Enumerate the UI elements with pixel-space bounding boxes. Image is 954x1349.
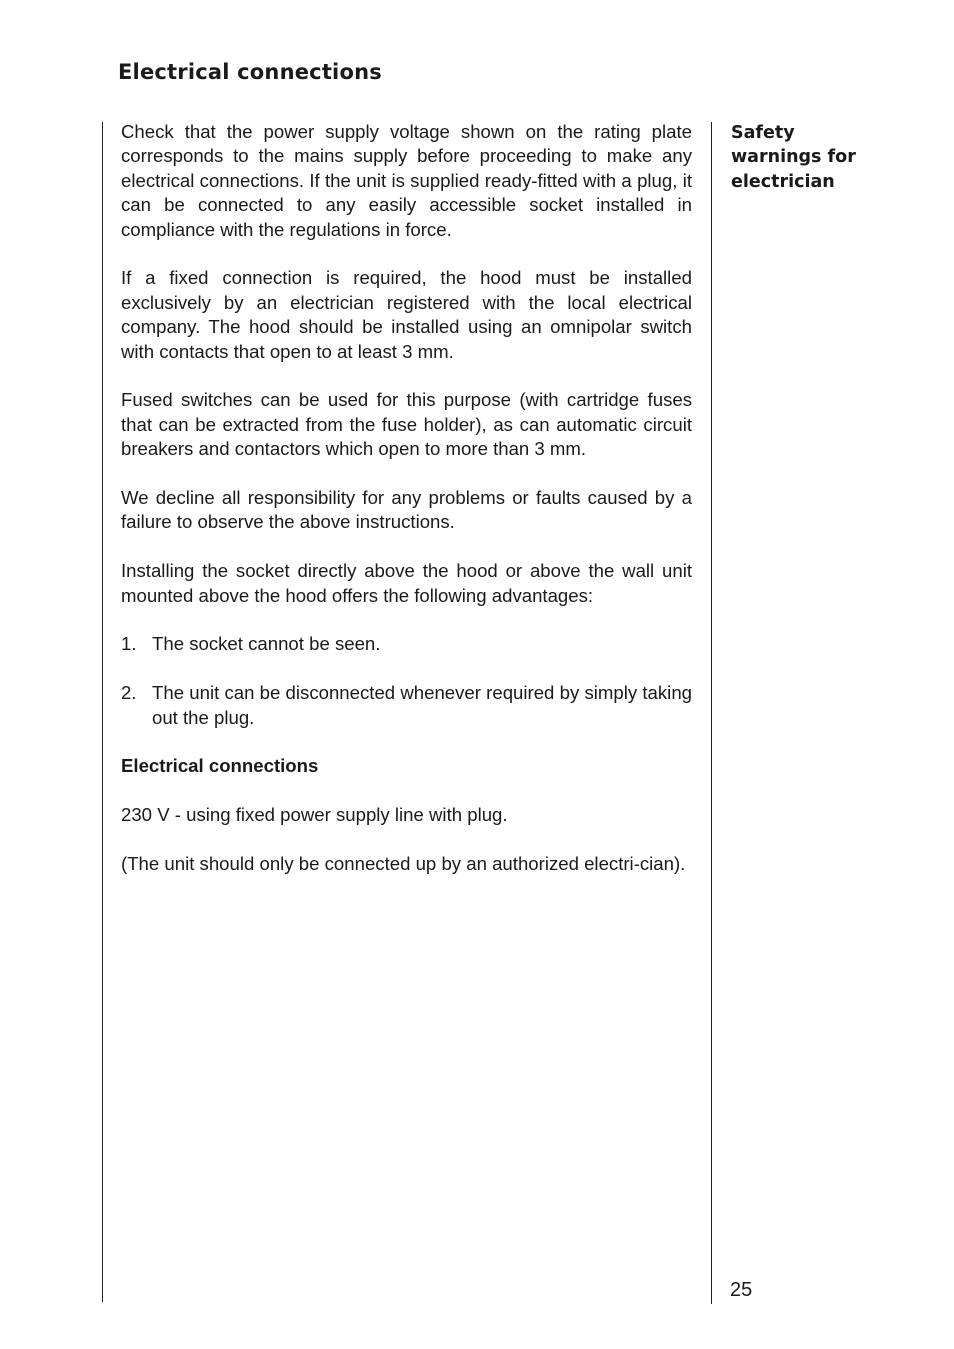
page-title: Electrical connections	[118, 60, 382, 84]
advantages-list	[121, 632, 692, 730]
closing-note: (The unit should only be connected up by an authorized electri-cian).	[121, 853, 686, 875]
paragraph-fixed-connection: If a fixed connection is required, the hood must be installed exclusively by an electrician registered with the local electrical company. The hood should be installed using an omnipolar switch with contacts that open to at least 3 mm.	[121, 267, 692, 362]
side-heading	[731, 121, 911, 194]
main-text-column	[121, 120, 692, 901]
side-heading-line: electrician	[731, 171, 835, 192]
paragraph-responsibility: We decline all responsibility for any problems or faults caused by a failure to observe the above instructions.	[121, 487, 692, 533]
column-divider-rule	[711, 122, 712, 1304]
list-item-text: The socket cannot be seen.	[152, 633, 381, 655]
paragraph-fused-switches: Fused switches can be used for this purpose (with cartridge fuses that can be extracted from the fuse holder), as can automatic circuit breakers and contactors which open to more than 3 mm.	[121, 389, 692, 460]
voltage-line: 230 V - using fixed power supply line with plug.	[121, 804, 508, 826]
paragraph-rating-plate: Check that the power supply voltage shown on the rating plate corresponds to the mains supply before proceeding to make any electrical connections. If the unit is supplied ready-fitted with a plug, it can be connected to any easily accessible socket installed in compliance with the regulations in force.	[121, 121, 692, 240]
sub-heading: Electrical connections	[121, 755, 319, 777]
paragraph-socket-advantages: Installing the socket directly above the hood or above the wall unit mounted above the hood offers the following advantages:	[121, 560, 692, 606]
side-heading-line: Safety	[731, 123, 795, 143]
page-number: 25	[730, 1279, 753, 1301]
list-item-number: 2.	[121, 682, 137, 704]
list-item	[121, 681, 692, 730]
list-item	[121, 632, 692, 656]
side-heading-line: warnings for	[731, 147, 856, 168]
left-margin-rule	[102, 122, 103, 1302]
list-item-number: 1.	[121, 633, 137, 655]
list-item-text: The unit can be disconnected whenever required by simply taking out the plug.	[152, 682, 692, 728]
